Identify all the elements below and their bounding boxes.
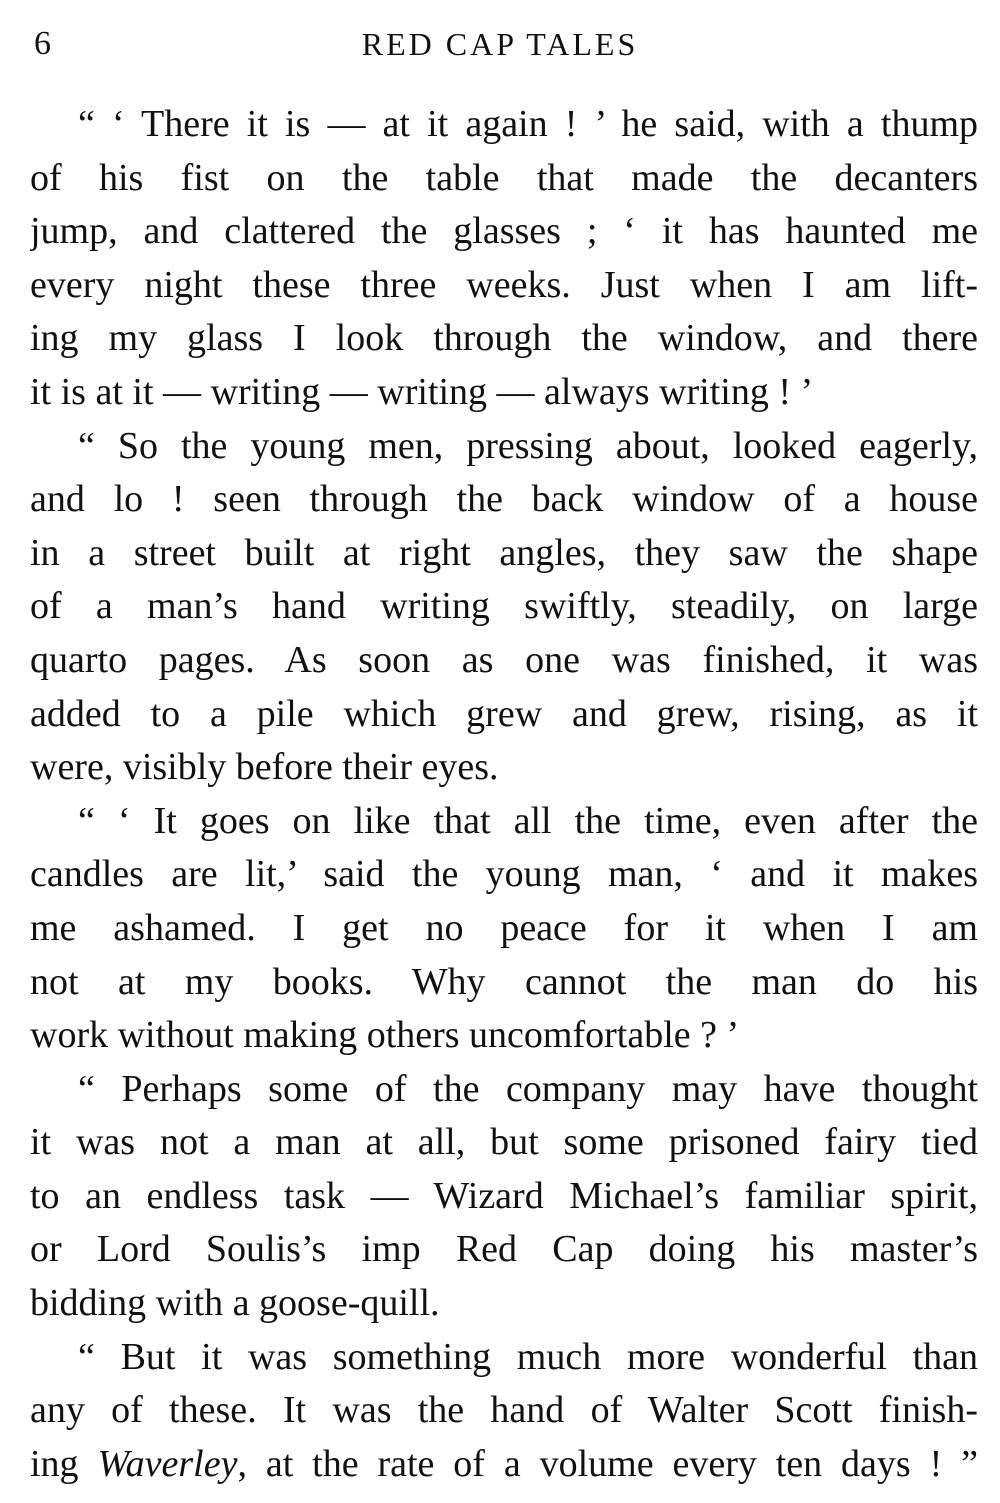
text-line: of his fist on the table that made the decanters	[30, 156, 978, 199]
text-line: or Lord Soulis’s imp Red Cap doing his master’s	[30, 1228, 978, 1271]
paragraph	[30, 1063, 978, 1331]
text-line: not at my books. Why cannot the man do his	[30, 960, 978, 1003]
text-line: “ So the young men, pressing about, looked eagerly,	[78, 424, 978, 467]
text-line: added to a pile which grew and grew, rising, as it	[30, 692, 978, 735]
text-line: “ ‘ It goes on like that all the time, even after the	[78, 799, 978, 842]
text-line: any of these. It was the hand of Walter Scott finish-	[30, 1389, 978, 1432]
paragraph	[30, 98, 978, 420]
book-title-italic: Waverley	[97, 1442, 238, 1485]
text-fragment: ing	[30, 1442, 98, 1485]
text-line: to an endless task — Wizard Michael’s familiar spirit,	[30, 1174, 978, 1217]
text-line: “ ‘ There it is — at it again ! ’ he said, with a thump	[78, 103, 978, 145]
text-line: it was not a man at all, but some prisoned fairy tied	[30, 1121, 978, 1164]
text-line: quarto pages. As soon as one was finished, it was	[30, 638, 978, 681]
text-line: and lo ! seen through the back window of a house	[30, 478, 978, 521]
text-line: work without making others uncomfortable ? ’	[30, 1014, 740, 1057]
text-line: jump, and clattered the glasses ; ‘ it has haunted me	[30, 210, 978, 253]
text-line: “ Perhaps some of the company may have thought	[78, 1067, 978, 1110]
text-line: in a street built at right angles, they saw the shape	[30, 531, 978, 574]
text-line: every night these three weeks. Just when I am lift-	[30, 263, 978, 306]
text-line: candles are lit,’ said the young man, ‘ and it makes	[30, 853, 978, 896]
text-line: of a man’s hand writing swiftly, steadily, on large	[30, 585, 978, 628]
paragraph	[30, 1331, 978, 1492]
text-line: me ashamed. I get no peace for it when I am	[30, 906, 978, 949]
text-line	[30, 1438, 978, 1492]
body-text	[30, 98, 978, 1491]
paragraph	[30, 795, 978, 1063]
text-fragment: , at the rate of a volume every ten days ! ”	[237, 1442, 978, 1485]
text-line: “ But it was something much more wonderful than	[78, 1335, 978, 1378]
page-number: 6	[34, 25, 51, 62]
text-line: were, visibly before their eyes.	[30, 746, 499, 789]
paragraph	[30, 420, 978, 795]
text-line: bidding with a goose-quill.	[30, 1282, 440, 1325]
running-title: RED CAP TALES	[361, 26, 639, 62]
text-line: it is at it — writing — writing — always writing ! ’	[30, 370, 814, 413]
page-header	[30, 22, 970, 66]
text-line: ing my glass I look through the window, and there	[30, 317, 978, 360]
